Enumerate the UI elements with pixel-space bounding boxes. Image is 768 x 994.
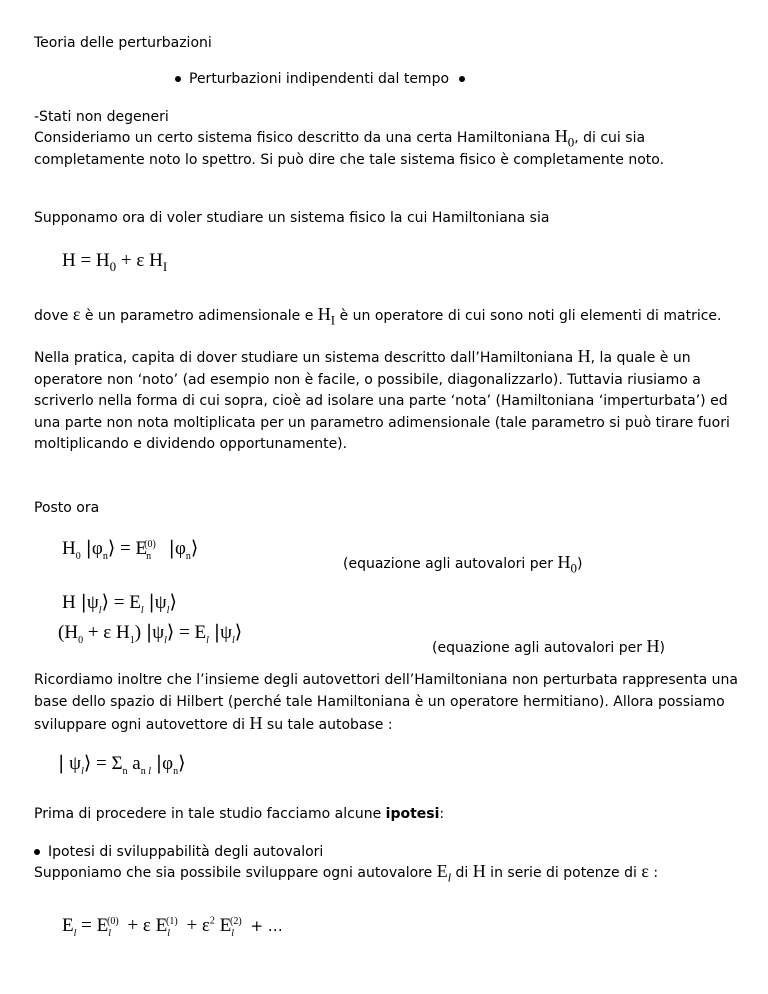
equation-hamiltonian: $H = H_0 + \varepsilon$ $H_I$ [62, 250, 168, 274]
paragraph-posto-ora: Posto ora [34, 500, 100, 516]
paragraph-epsilon: dove ε è un parametro adimensionale e $H_I$ è un operatore di cui sono noti gli elementi di matrice. [34, 304, 722, 328]
note-perturbed: (equazione agli autovalori per H) [432, 636, 665, 656]
equation-expansion: | $\psi_l⟩ = \Sigma_n$ $a_{n l}$ $|\varphi_n⟩$ [58, 752, 186, 777]
equation-energy-series: $E_l = E_l^{(0)} + \varepsilon$ $E_l^{(1)} + \varepsilon^2$ $E_l^{(2)}$ + … [62, 915, 283, 939]
page-title: Teoria delle perturbazioni [34, 35, 212, 51]
equation-perturbed-eigen: H $|\psi_l⟩ = E_l$ $|\psi_l⟩$ [62, 591, 177, 616]
note-unperturbed: (equazione agli autovalori per $H_0$) [343, 552, 583, 576]
bullet-icon [459, 76, 465, 82]
equation-unperturbed-eigen: $H_0$ $|\varphi_n⟩ = E_n^{(0)}$ $|\varphi_n⟩$ [62, 537, 199, 562]
paragraph-suppose: Supponamo ora di voler studiare un sistema fisico la cui Hamiltoniana sia [34, 210, 550, 226]
list-item: Ipotesi di sviluppabilità degli autovalori [34, 843, 323, 861]
bullet-icon [175, 76, 181, 82]
paragraph-hypotheses: Prima di procedere in tale studio facciamo alcune ipotesi: [34, 806, 445, 822]
equation-perturbed-expanded: ($H_0 + \varepsilon$ $H_1$) $|\psi_l⟩ = E_l$ $|\psi_l⟩$ [58, 621, 243, 646]
section-heading-text: Perturbazioni indipendenti dal tempo [189, 71, 450, 87]
section-heading [175, 70, 473, 88]
paragraph-series: Supponiamo che sia possibile sviluppare ogni autovalore $E_l$ di H in serie di potenze di ε : [34, 861, 659, 885]
paragraph-practice: Nella pratica, capita di dover studiare un sistema descritto dall’Hamiltoniana H, la quale è un operatore non ‘noto’ (ad esempio non è facile, o possibile, diagonalizzarlo). Tuttavia riusiamo a scriverlo nella forma di cui sopra, cioè ad isolare una parte ‘nota’ (Hamiltoniana ‘imperturbata’) ed una parte non nota moltiplicata per un parametro adimensionale (tale parametro si può tirare fuori moltiplicando e dividendo opportunamente). [34, 346, 730, 452]
subsection-heading: -Stati non degeneri [34, 109, 169, 125]
bullet-icon [34, 849, 40, 855]
paragraph-intro: Consideriamo un certo sistema fisico descritto da una certa Hamiltoniana $H_0$, di cui sia completamente noto lo spettro. Si può dire che tale sistema fisico è completamente noto. [34, 126, 665, 168]
paragraph-basis: Ricordiamo inoltre che l’insieme degli autovettori dell’Hamiltoniana non perturbata rappresenta una base dello spazio di Hilbert (perché tale Hamiltoniana è un operatore hermitiano). Allora possiamo sviluppare ogni autovettore di H su tale autobase : [34, 672, 738, 733]
